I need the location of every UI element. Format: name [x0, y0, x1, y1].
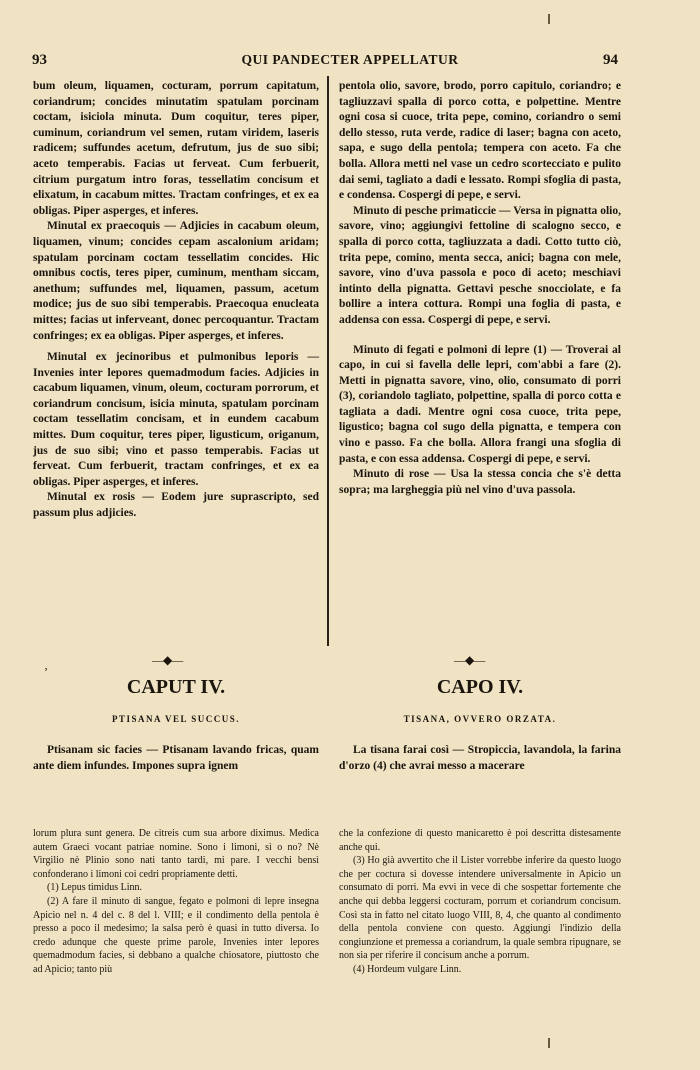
- chapter-text-italian: [339, 743, 621, 774]
- column-divider: [327, 76, 329, 646]
- footnote-3: (3) Ho già avvertito che il Lister vorrebbe inferire da questo luogo che per coctura si dovesse intendere universalmente in Apicio un consumato di porri. Ma evvi in vece di che sospettar fortemente che anche qui debba leggersi cocturam, porrum et coriandrum concisum. Così sta in fatto nel citato luogo VIII, 8, 4, che quanto al condimento della pentola conviene con questo. Aggiungi l'indizio della congiunzione et premessa a coriandrum, la quale sembra ripugnare, se non sia per riferire il concisum anche a porrum.: [339, 855, 621, 962]
- chapter-subtitle-latin: PTISANA VEL SUCCUS.: [111, 714, 241, 724]
- footnote-1: (1) Lepus timidus Linn.: [47, 882, 142, 894]
- chapter-heading-italian: CAPO IV.: [436, 676, 524, 698]
- page-number-right: 94: [603, 52, 618, 68]
- footnote-2: (2) A fare il minuto di sangue, fegato e polmoni di lepre insegna Apicio nel n. 4 del c. 8 del l. VIII; e il condimento della pentola è presso a poco il medesimo; la salsa però è quasi in tutto diversa. Io credo adunque che queste prime parole, Invenies inter lepores quemadmodum facies, si debbano a qualche chiosatore, piuttosto che ad Apicio; tanto più: [33, 895, 319, 975]
- italian-paragraph: La tisana farai così — Stropiccia, lavandola, la farina d'orzo (4) che avrai messo a macerare: [339, 744, 621, 772]
- footnotes-left: [33, 827, 319, 977]
- footnote-text: lorum plura sunt genera. De citreis cum sua arbore diximus. Medica autem Graeci vocant patriae nomine. Sono i limoni, sì o no? Nè Virgilio nè Plinio sono nati tanto tardi, mi pare. I vecchi bensì confonderano i limoni coi cedri propriamente detti.: [33, 828, 319, 880]
- footnote-4: (4) Hordeum vulgare Linn.: [353, 963, 462, 975]
- latin-paragraph: Minutal ex rosis — Eodem jure suprascripto, sed passum plus adjicies.: [33, 491, 319, 520]
- latin-column: [33, 79, 319, 522]
- chapter-subtitle-italian: TISANA, OVVERO ORZATA.: [403, 714, 557, 724]
- chapter-heading-latin: CAPUT IV.: [126, 676, 226, 698]
- italian-paragraph: pentola olio, savore, brodo, porro capitulo, coriandro; e tagliuzzavi spalla di porco cotta, e polpettine. Mentre ogni cosa si cuoce, trita pepe, comino, coriandro o semi dello stesso, ruta verde, radice di laser; bagna con aceto, sapa, e sugo della pentola; tempera con aceto. Fa che bolla. Allora metti nel vase un cedro scortecciato e pulito dai semi, tagliato a dadi e lessato. Rompi sfoglia di pasta, e condensa. Cospergi di pepe, e servi.: [339, 80, 621, 202]
- italian-column: [339, 79, 621, 498]
- running-title: QUI PANDECTER APPELLATUR: [241, 52, 459, 67]
- footnotes-right: [339, 827, 621, 977]
- page-number-left: 93: [32, 52, 47, 68]
- ornament-left: —◆—: [152, 653, 183, 667]
- latin-paragraph: bum oleum, liquamen, cocturam, porrum capitatum, coriandrum; concides minutatim spatulam porcinam coctam, isiciola minuta. Dum coquitur, teres piper, cuminum, coriandrum vel semen, rutam viridem, laseris radicem; suffundes acetum, defrutum, jus de suo sibi; aceto temperabis. Facias ut ferveat. Cum ferbuerit, citrium purgatum intro foras, tessellatim concisum et elixatum, in cacabum mittes. Tractam confringes, et ex ea obligas. Piper asperges, et inferes.: [33, 80, 319, 217]
- ornament-right: —◆—: [454, 653, 485, 667]
- italian-paragraph: Minuto di fegati e polmoni di lepre (1) — Troverai al capo, in cui si favella delle lepri, com'abbi a fare (2). Metti in pignatta savore, vino, olio, consumato di porri (3), coriandolo tagliato, polpettine, spalla di porco cotta e tagliata a dadi. Mentre ogni cosa cuoce, trita pepe, ligustico; bagna col sugo della pignatta, e tempera con vino e passo. Fa che bolla. Allora frangi una sfoglia di pasta, e con essa addensa. Cospergi di pepe, e servi.: [339, 343, 621, 465]
- latin-paragraph: Minutal ex praecoquis — Adjicies in cacabum oleum, liquamen, vinum; concides cepam ascalonium aridam; spatulam porcinam coctam tessellatim concides. Hic omnibus coctis, teres piper, cuminum, mentham siccam, anethum; suffundes mel, liquamen, passum, acetum modice; jus de suo sibi temperabis. Praecoqua enucleata mittes; facias ut inferveant, donec percoquantur. Tractam confringes; ex ea obligas. Piper asperges, et inferes.: [33, 220, 319, 342]
- italian-paragraph: Minuto di rose — Usa la stessa concia che s'è detta sopra; ma largheggia più nel vino d'uva passola.: [339, 468, 621, 496]
- latin-paragraph: Minutal ex jecinoribus et pulmonibus leporis — Invenies inter lepores quemadmodum facies. Adjicies in cacabum liquamen, vinum, oleum, cocturam porrorum, et coriandrum concisum, isicia minuta, spatulam porcinam coctam tessellatim concisam, et in eundem cacabum mittes. Dum coquitur, teres piper, ligusticum, origanum, jus de suo sibi; vino et passo temperabis. Facias ut ferveat. Cum ferbuerit, tractam confringes, et ex ea obligas. Piper asperges, et inferes.: [33, 351, 319, 488]
- stray-mark: ʼ: [44, 665, 48, 679]
- edge-mark: [548, 1038, 550, 1048]
- latin-paragraph: Ptisanam sic facies — Ptisanam lavando fricas, quam ante diem infundes. Impones supra ignem: [33, 744, 319, 772]
- edge-mark: [548, 14, 550, 24]
- italian-paragraph: Minuto di pesche primaticcie — Versa in pignatta olio, savore, vino; aggiungivi fettoline di scalogno secco, e spalla di porco cotta, tagliuzzata a dadi. Cotto tutto ciò, trita pepe, comino, menta secca, anici; bagna con mele, savore, vino d'uva passola e poco di aceto; meschiavi intinto della pignatta. Gettavi pesche snocciolate, e fa bollire a intera cottura. Rompi una foglia di pasta, e addensa con essa. Cospergi di pepe, e servi.: [339, 204, 621, 326]
- footnote-text: che la confezione di questo manicaretto è poi descritta distesamente anche qui.: [339, 828, 621, 853]
- chapter-text-latin: [33, 743, 319, 774]
